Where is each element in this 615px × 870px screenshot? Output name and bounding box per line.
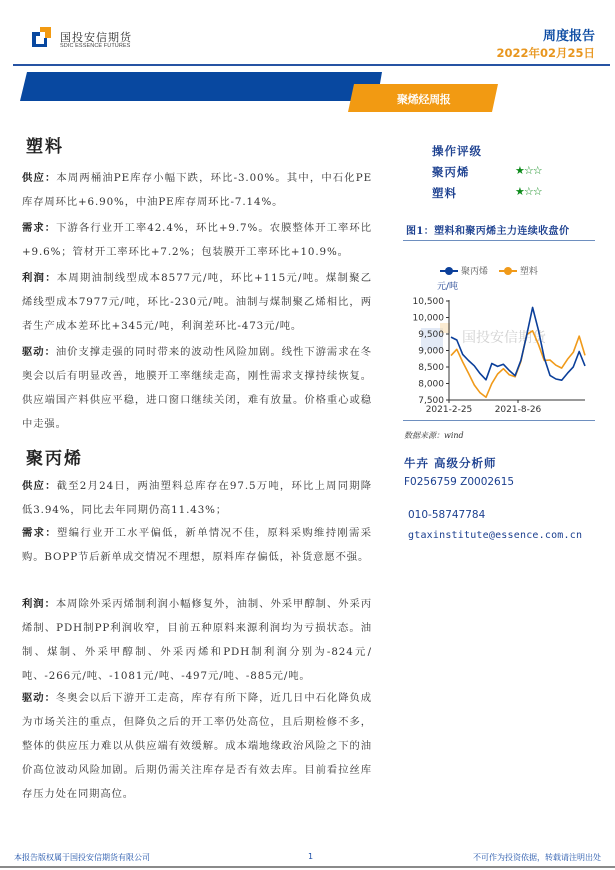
report-date: 2022年02月25日	[496, 46, 595, 60]
pp-demand-text: 塑编行业开工水平偏低，新单情况不佳，原料采购维持刚需采购。BOPP节后新单成交情况不理想，原料库存偏低，补货意愿不强。	[22, 527, 372, 563]
rating-item-name: 聚丙烯	[432, 165, 470, 179]
report-type: 周度报告	[542, 29, 595, 44]
rating-title: 操作评级	[432, 144, 482, 158]
svg-text:8,000: 8,000	[418, 379, 444, 390]
legend-label: 聚丙烯	[461, 267, 489, 277]
legend-item-pp	[440, 264, 488, 277]
plastic-driver-text: 油价支撑走强的同时带来的波动性风险加剧。线性下游需求在冬奥会以后有明显改善，地膜开工率继续走高，刚性需求支撑持续恢复。供应端国产料供应平稳，进口窗口继续关闭，难有放量。价格重心或稳中走强。	[22, 346, 373, 430]
footer-divider	[0, 866, 615, 868]
svg-text:9,500: 9,500	[418, 330, 444, 340]
pp-profit-label: 利润：	[22, 598, 56, 610]
legend-marker-icon	[499, 270, 517, 272]
pp-demand-label: 需求：	[22, 527, 58, 539]
svg-text:10,500: 10,500	[412, 297, 444, 307]
pp-profit-paragraph	[22, 592, 372, 688]
analyst-email[interactable]: gtaxinstitute@essence.com.cn	[408, 530, 583, 541]
banner-title: 聚烯烃周报	[397, 93, 451, 106]
watermark-text: 国投安信期货	[462, 330, 546, 346]
plastic-profit-text: 本周期油制线型成本8577元/吨，环比+115元/吨。煤制聚乙烯线型成本7977元/吨，环比-230元/吨。油制与煤制聚乙烯相比，两者生产成本差环比+345元/吨，利润差环比-473元/吨。	[22, 272, 372, 332]
plastic-profit-label: 利润：	[22, 272, 57, 284]
svg-text:8,500: 8,500	[418, 363, 444, 373]
section-title-plastic: 塑料	[26, 137, 64, 157]
analyst-phone: 010-58747784	[408, 509, 486, 521]
plastic-profit-paragraph	[22, 266, 372, 338]
footer-copyright: 本报告版权属于国投安信期货有限公司	[14, 853, 150, 862]
figure-bottom-rule	[403, 420, 595, 421]
pp-supply-text: 截至2月24日，两油塑料总库存在97.5万吨，环比上周同期降低3.94%，同比去年同期仍高11.43%；	[22, 480, 372, 516]
svg-text:2021-2-25: 2021-2-25	[425, 405, 473, 415]
chart-legend	[440, 264, 546, 277]
data-source: 数据来源：wind	[404, 431, 464, 440]
logo-text-cn: 国投安信期货	[60, 31, 132, 44]
rating-stars-icon: ★☆☆	[515, 185, 542, 198]
svg-text:9,000: 9,000	[418, 346, 444, 357]
pp-supply-label: 供应：	[22, 480, 57, 492]
plastic-driver-paragraph	[22, 340, 372, 436]
analyst-name-title: 牛卉 高级分析师	[404, 456, 497, 470]
plastic-supply-label: 供应：	[22, 172, 57, 184]
price-line-chart	[400, 290, 600, 418]
footer-disclaimer: 不可作为投资依据，转载请注明出处	[473, 853, 601, 862]
banner-blue-bar	[20, 72, 382, 101]
pp-demand-paragraph	[22, 521, 372, 569]
header-divider	[13, 64, 610, 66]
pp-driver-paragraph	[22, 686, 372, 806]
svg-text:7,500: 7,500	[418, 396, 444, 406]
svg-text:10,000: 10,000	[412, 313, 444, 324]
plastic-demand-label: 需求：	[22, 222, 57, 234]
pp-driver-text: 冬奥会以后下游开工走高，库存有所下降，近几日中石化降负成为市场关注的重点，但降负之后的开工率仍处高位，且后期检修不多，整体的供应压力难以从供应端有效缓解。成本端地缘政治风险之下的油价高位波动风险加剧。后期仍需关注库存是否有效去库。目前看拉丝库存压力处在同期高位。	[22, 692, 373, 800]
logo-mark-icon	[32, 27, 52, 49]
rating-item-name: 塑料	[432, 186, 457, 200]
plastic-demand-text: 下游各行业开工率42.4%，环比+9.7%。农膜整体开工率环比+9.6%；管材开工率环比+7.2%；包装膜开工率环比+10.9%。	[22, 222, 372, 258]
figure-top-rule	[403, 240, 595, 241]
plastic-supply-paragraph	[22, 166, 372, 214]
legend-marker-icon	[440, 270, 458, 272]
svg-text:2021-8-26: 2021-8-26	[494, 405, 542, 415]
legend-label: 塑料	[519, 267, 538, 277]
plastic-supply-text: 本周两桶油PE库存小幅下跌，环比-3.00%。其中，中石化PE库存周环比+6.90%，中油PE库存周环比-7.14%。	[22, 172, 372, 208]
analyst-certificate: F0256759 Z0002615	[404, 476, 515, 488]
section-title-pp: 聚丙烯	[26, 449, 83, 469]
figure-title: 图1：塑料和聚丙烯主力连续收盘价	[406, 226, 570, 237]
page-number: 1	[308, 852, 314, 861]
pp-driver-label: 驱动：	[22, 692, 56, 704]
chart-unit-label: 元/吨	[437, 282, 459, 292]
pp-supply-paragraph	[22, 474, 372, 522]
pp-profit-text: 本周除外采丙烯制利润小幅修复外，油制、外采甲醇制、外采丙烯制、PDH制PP利润收窄，目前五种原料来源利润均为亏损状态。油制、煤制、外采甲醇制、外采丙烯和PDH制利润分别为-824元/吨、-266元/吨、-1081元/吨、-497元/吨、-885元/吨。	[22, 598, 373, 682]
legend-item-plastic	[499, 264, 538, 277]
rating-stars-icon: ★☆☆	[515, 164, 542, 177]
plastic-driver-label: 驱动：	[22, 346, 56, 358]
company-logo	[32, 27, 152, 53]
logo-text-en: SDIC ESSENCE FUTURES	[60, 43, 131, 49]
plastic-demand-paragraph	[22, 216, 372, 264]
